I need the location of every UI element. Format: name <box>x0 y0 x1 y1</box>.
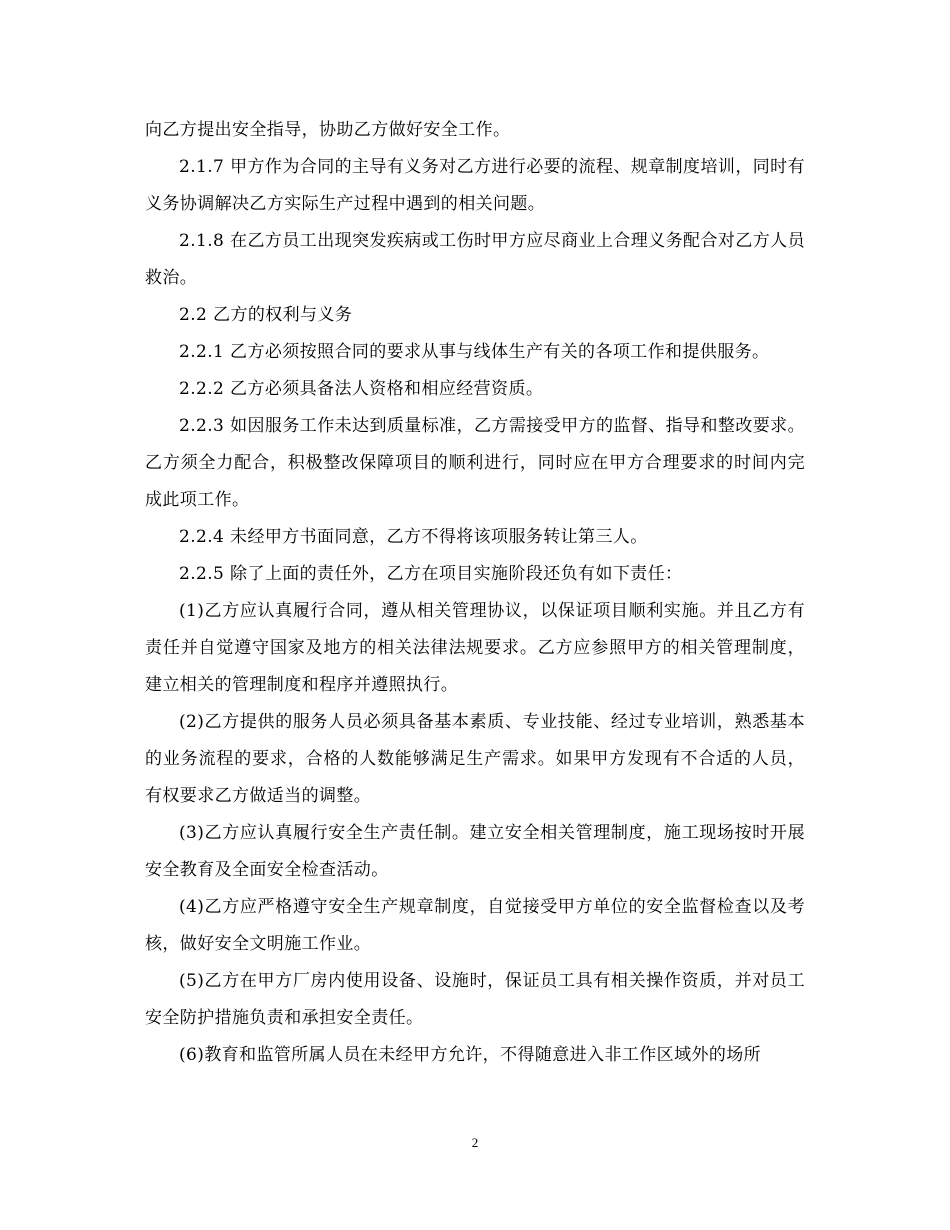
paragraph: 2.2.4 未经甲方书面同意，乙方不得将该项服务转让第三人。 <box>179 527 648 547</box>
paragraph: 2.2.2 乙方必须具备法人资格和相应经营资质。 <box>179 379 544 399</box>
paragraph: 2.2.1 乙方必须按照合同的要求从事与线体生产有关的各项工作和提供服务。 <box>179 342 770 362</box>
page-number: 2 <box>471 1135 479 1150</box>
paragraph: 2.1.7 甲方作为合同的主导有义务对乙方进行必要的流程、规章制度培训，同时有义务协调解决乙方实际生产过程中遇到的相关问题。 <box>145 157 805 214</box>
list-item: (3)乙方应认真履行安全生产责任制。建立安全相关管理制度，施工现场按时开展安全教育及全面安全检查活动。 <box>145 823 805 880</box>
list-item: (2)乙方提供的服务人员必须具备基本素质、专业技能、经过专业培训，熟悉基本的业务流程的要求，合格的人数能够满足生产需求。如果甲方发现有不合适的人员，有权要求乙方做适当的调整。 <box>145 712 805 806</box>
section-heading: 2.2 乙方的权利与义务 <box>179 305 353 325</box>
list-item: (1)乙方应认真履行合同，遵从相关管理协议，以保证项目顺利实施。并且乙方有责任并自觉遵守国家及地方的相关法律法规要求。乙方应参照甲方的相关管理制度，建立相关的管理制度和程序并遵照执行。 <box>145 601 805 695</box>
paragraph: 2.1.8 在乙方员工出现突发疾病或工伤时甲方应尽商业上合理义务配合对乙方人员救治。 <box>145 231 805 288</box>
list-item: (6)教育和监管所属人员在未经甲方允许，不得随意进入非工作区域外的场所 <box>179 1045 762 1065</box>
paragraph: 向乙方提出安全指导，协助乙方做好安全工作。 <box>145 120 511 140</box>
paragraph: 2.2.3 如因服务工作未达到质量标准，乙方需接受甲方的监督、指导和整改要求。乙方须全力配合，积极整改保障项目的顺利进行，同时应在甲方合理要求的时间内完成此项工作。 <box>145 416 805 510</box>
document-body <box>145 112 805 1074</box>
paragraph: 2.2.5 除了上面的责任外，乙方在项目实施阶段还负有如下责任： <box>179 564 683 584</box>
list-item: (4)乙方应严格遵守安全生产规章制度，自觉接受甲方单位的安全监督检查以及考核，做好安全文明施工作业。 <box>145 897 805 954</box>
list-item: (5)乙方在甲方厂房内使用设备、设施时，保证员工具有相关操作资质，并对员工安全防护措施负责和承担安全责任。 <box>145 971 805 1028</box>
